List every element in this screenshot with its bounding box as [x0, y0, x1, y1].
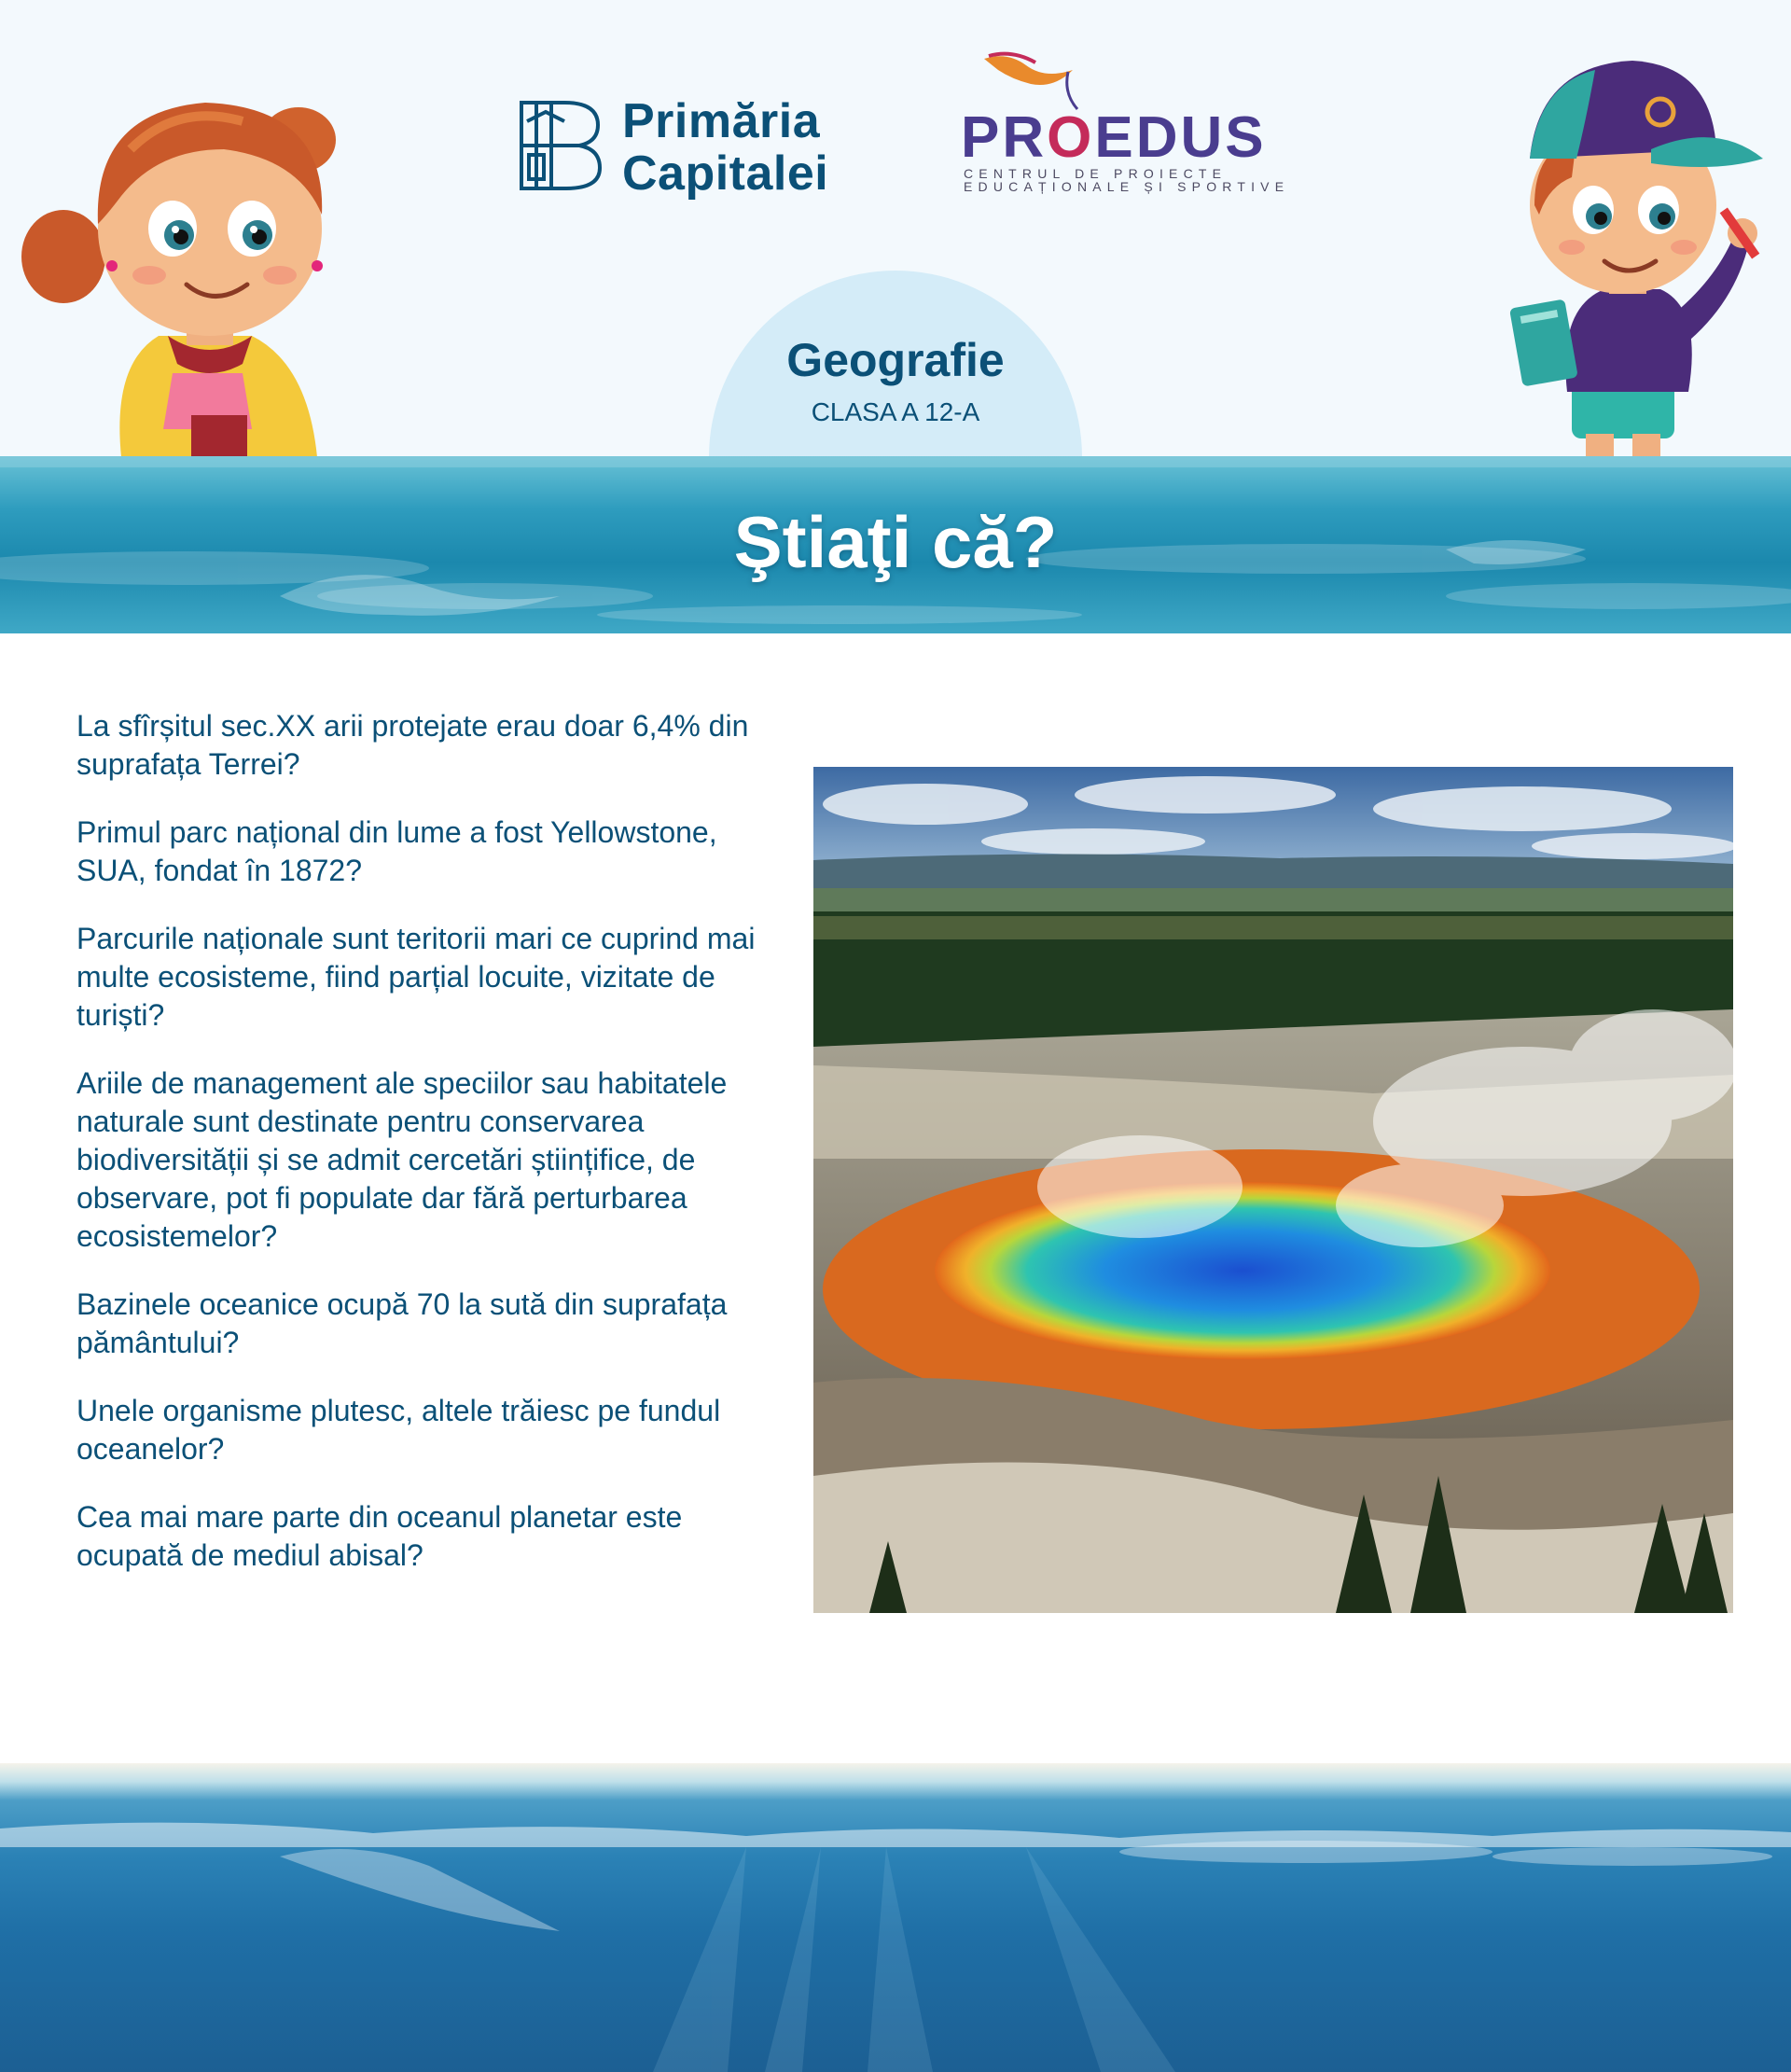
ocean-footer	[0, 1763, 1791, 2072]
class-label: CLASA A 12-A	[811, 397, 980, 426]
page-header	[0, 0, 1791, 457]
facts-list	[76, 707, 785, 1605]
primaria-capitalei-logo	[518, 93, 854, 201]
primaria-b-emblem	[518, 99, 602, 190]
proedus-name-part1: PR	[961, 105, 1048, 170]
fact-item: Ariile de management ale speciilor sau habitatele naturale sunt destinate pentru conservarea biodiversității și se admit cercetări științifice, de observare, pot fi populate dar fără perturbarea ecosistemelor?	[76, 1066, 728, 1253]
fact-item: Primul parc național din lume a fost Yellowstone, SUA, fondat în 1872?	[76, 815, 717, 887]
banner-title: Ştiaţi că?	[733, 501, 1058, 583]
proedus-name-part2: EDUS	[1094, 105, 1267, 170]
fact-item: Unele organisme plutesc, altele trăiesc pe fundul oceanelor?	[76, 1394, 721, 1466]
primaria-logo-line1: Primăria	[622, 94, 821, 148]
ocean-texture	[0, 1763, 1791, 2072]
proedus-subtitle-line2: EDUCAȚIONALE ȘI SPORTIVE	[964, 179, 1290, 194]
fact-item: Parcurile naționale sunt teritorii mari ce cuprind mai multe ecosisteme, fiind parțial locuite, vizitate de turiști?	[76, 922, 756, 1032]
landscape-photo	[813, 767, 1733, 1613]
fact-item: Bazinele oceanice ocupă 70 la sută din suprafața pământului?	[76, 1287, 728, 1359]
primaria-logo-text	[622, 95, 828, 200]
fact-item: Cea mai mare parte din oceanul planetar este ocupată de mediul abisal?	[76, 1500, 683, 1572]
proedus-logo	[961, 51, 1290, 201]
proedus-name-o: O	[1047, 105, 1095, 170]
proedus-subtitle-line1: CENTRUL DE PROIECTE	[964, 166, 1228, 181]
proedus-logo-name	[961, 105, 1267, 171]
subject-title: Geografie	[786, 334, 1005, 386]
primaria-logo-line2: Capitalei	[622, 146, 829, 201]
cartoon-boy-illustration	[1483, 47, 1772, 457]
fact-item: La sfîrșitul sec.XX arii protejate erau doar 6,4% din suprafața Terrei?	[76, 709, 749, 781]
cartoon-girl-illustration	[19, 56, 354, 457]
